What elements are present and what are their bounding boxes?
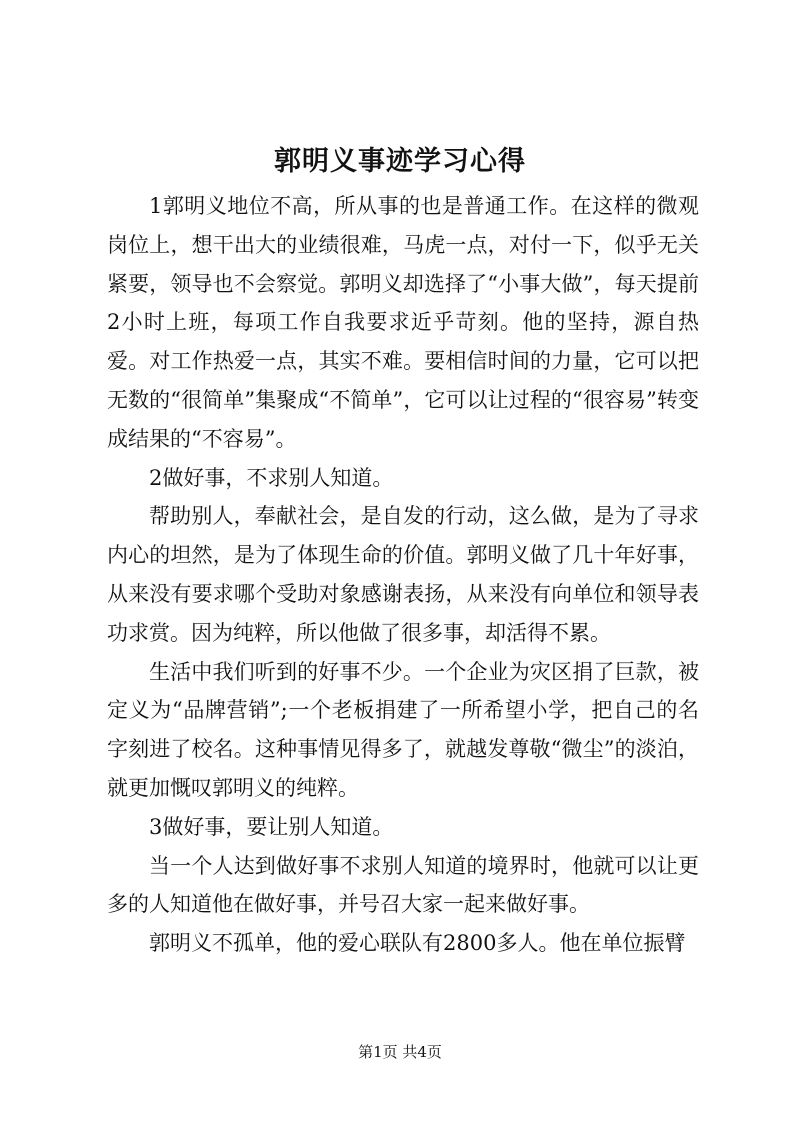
document-title: 郭明义事迹学习心得: [274, 146, 526, 177]
paragraph-1: 1郭明义地位不高，所从事的也是普通工作。在这样的微观岗位上，想干出大的业绩很难，马虎一点，对付一下，似乎无关紧要，领导也不会察觉。郭明义却选择了“小事大做”，每天提前2小时上班，每项工作自我要求近乎苛刻。他的坚持，源自热爱。对工作热爱一点，其实不难。要相信时间的力量，它可以把无数的“很简单”集聚成“不简单”，它可以让过程的“很容易”转变成结果的“不容易”。: [107, 194, 699, 451]
paragraph-6: 当一个人达到做好事不求别人知道的境界时，他就可以让更多的人知道他在做好事，并号召大家一起来做好事。: [107, 853, 699, 917]
paragraph-3: 帮助别人，奉献社会，是自发的行动，这么做，是为了寻求内心的坦然，是为了体现生命的价值。郭明义做了几十年好事，从来没有要求哪个受助对象感谢表扬，从来没有向单位和领导表功求赏。因为纯粹，所以他做了很多事，却活得不累。: [107, 504, 699, 645]
page-footer: [0, 1042, 800, 1062]
page-number-label: 第1页 共4页: [358, 1043, 442, 1061]
paragraph-2-heading: 2做好事，不求别人知道。: [149, 465, 394, 490]
document-body: [107, 187, 699, 963]
paragraph-5-heading: 3做好事，要让别人知道。: [149, 814, 394, 839]
paragraph-4: 生活中我们听到的好事不少。一个企业为灾区捐了巨款，被定义为“品牌营销”;一个老板捐建了一所希望小学，把自己的名字刻进了校名。这种事情见得多了，就越发尊敬“微尘”的淡泊，就更加慨叹郭明义的纯粹。: [107, 659, 699, 800]
paragraph-7: 郭明义不孤单，他的爱心联队有2800多人。他在单位振臂: [149, 931, 686, 956]
